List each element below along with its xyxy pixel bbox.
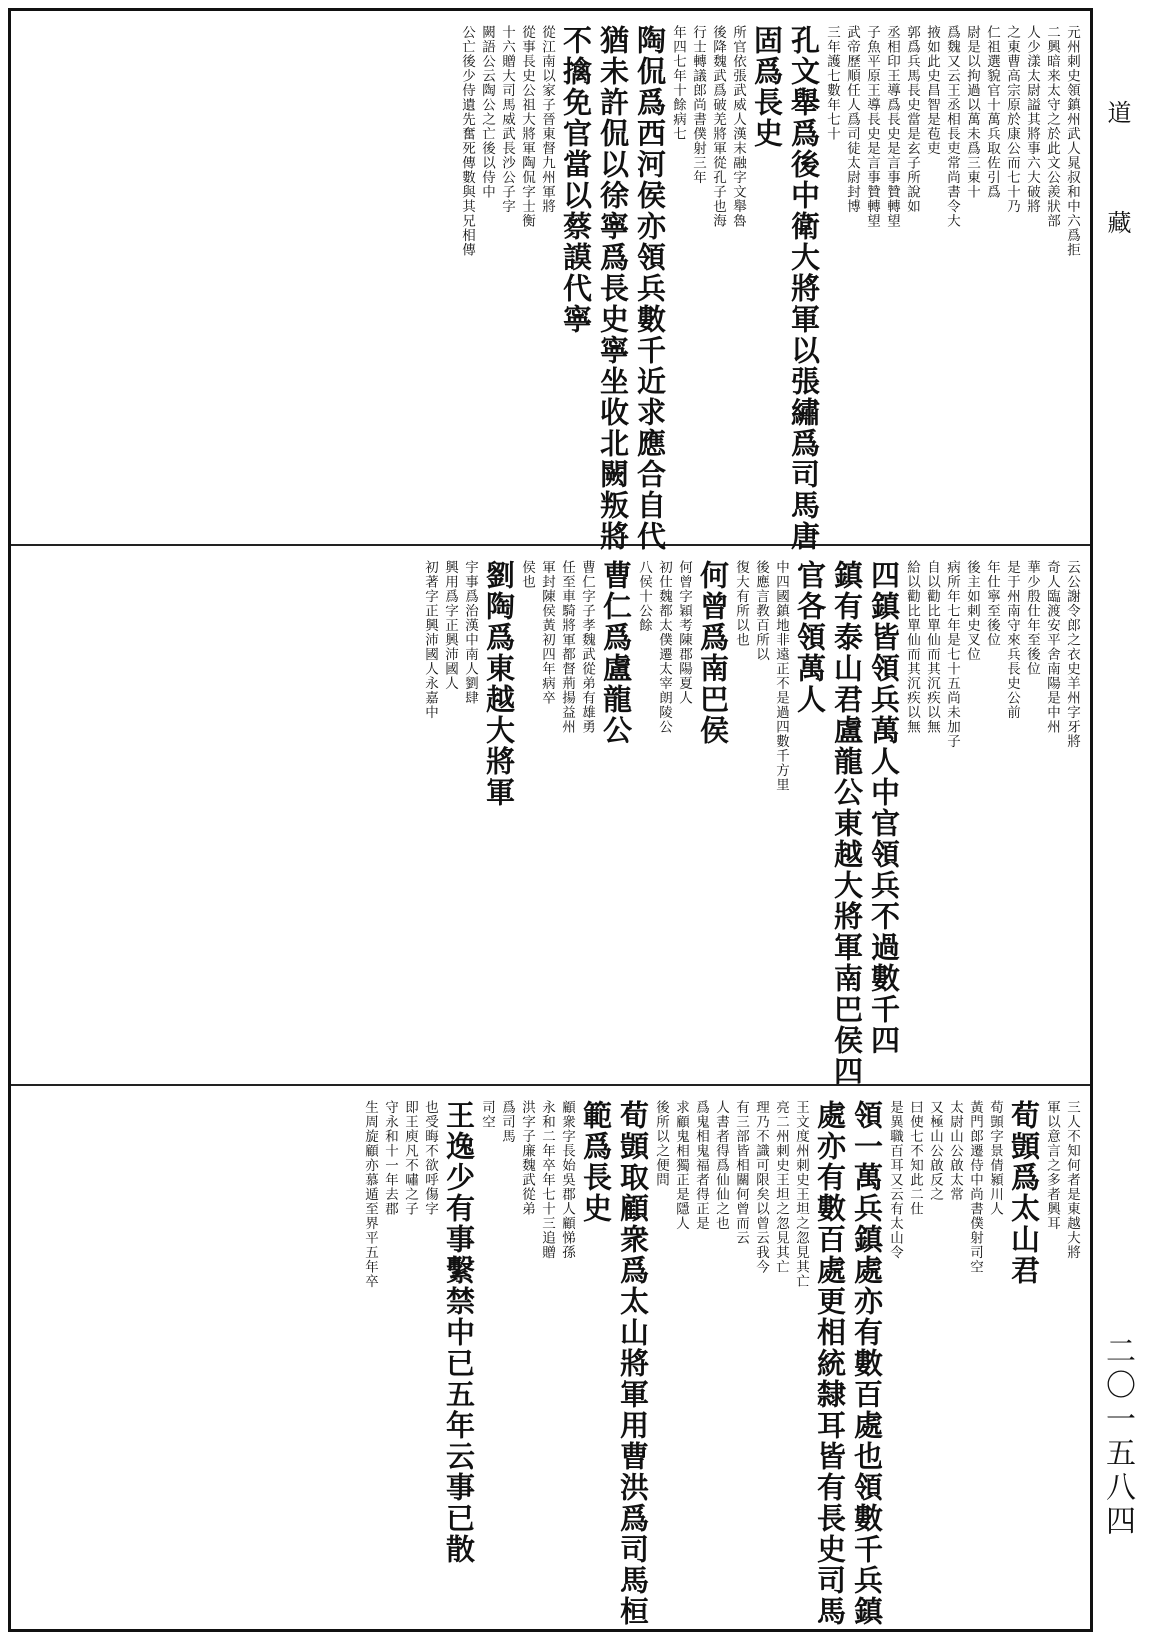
annotation-column: 後降魏武爲破羌將軍從孔子也海 [710, 25, 726, 228]
main-text-column: 官各領萬人 [793, 560, 827, 715]
annotation-column: 給以勸比單仙而其沉疾以無 [904, 560, 920, 734]
annotation-column: 元州刺史領鎮州武人晁叔和中六爲拒 [1064, 25, 1080, 257]
annotation-column: 子魚平原王導長史是言事贊轉望 [864, 25, 880, 228]
annotation-column: 云公謝令郎之衣史羊州字牙將 [1064, 560, 1080, 749]
annotation-column: 中四國鎮地非遠正不是過四數千方里 [773, 560, 789, 792]
annotation-column: 二興暗来太守之於此文公羨狀部 [1044, 25, 1060, 228]
annotation-column: 華少殷仕年至後位 [1024, 560, 1040, 676]
annotation-column: 闕語公云陶公之亡後以侍中 [479, 25, 495, 199]
annotation-column: 侯也 [519, 560, 535, 589]
annotation-column: 求顧鬼相獨正是隱人 [673, 1100, 689, 1231]
annotation-column: 即王庾凡不嘯之子 [402, 1100, 418, 1216]
annotation-column: 是異職百耳又云有太山令 [887, 1100, 903, 1260]
annotation-column: 復大有所以也 [733, 560, 749, 647]
annotation-column: 有三部皆相關何曾而云 [733, 1100, 749, 1245]
annotation-column: 曹仁字子孝魏武從弟有雄勇 [579, 560, 595, 734]
annotation-column: 初著字正興沛國人永嘉中 [422, 560, 438, 720]
main-text-column: 孔文舉爲後中衛大將軍以張繡爲司馬唐 [787, 25, 821, 552]
annotation-column: 洪字子廉魏武從弟 [519, 1100, 535, 1216]
annotation-column: 王文度州刺史王坦之忽見其亡 [793, 1100, 809, 1289]
annotation-column: 軍封陳侯黃初四年病卒 [539, 560, 555, 705]
margin-label-dao: 道 [1103, 100, 1131, 124]
annotation-column: 人少漾太尉謚其將事六大破將 [1024, 25, 1040, 214]
annotation-column: 後應言教百所以 [753, 560, 769, 662]
text-register-middle [11, 546, 1090, 1086]
main-text-column: 固爲長史 [750, 25, 784, 149]
annotation-column: 又極山公啟反之 [927, 1100, 943, 1202]
annotation-column: 是于州南守來兵長史公前 [1004, 560, 1020, 720]
annotation-column: 從事長史公祖大將軍陶侃字士衡 [519, 25, 535, 228]
annotation-column: 爲魏又云王丞相長吏常尚書令大 [944, 25, 960, 228]
annotation-column: 太尉山公啟太常 [947, 1100, 963, 1202]
column-group [41, 1100, 1080, 1627]
annotation-column: 生周旋顧亦慕遁至界平五年卒 [362, 1100, 378, 1289]
annotation-column: 武帝歷順任人爲司徒太尉封博 [844, 25, 860, 214]
annotation-column: 顧衆字長始吳郡人顧悌孫 [559, 1100, 575, 1260]
main-text-column: 荀顗取顧衆爲太山將軍用曹洪爲司馬桓 [616, 1100, 650, 1627]
annotation-column: 興用爲字正興沛國人 [442, 560, 458, 691]
annotation-column: 荀顗字景倩潁川人 [987, 1100, 1003, 1216]
annotation-column: 所官依張武威人漢末融字文舉魯 [730, 25, 746, 228]
main-text-column: 曹仁爲盧龍公 [599, 560, 633, 746]
column-group [41, 25, 1080, 552]
main-text-column: 不擒免官當以蔡謨代寧 [559, 25, 593, 335]
annotation-column: 病所年七年是七十五尚未加子 [944, 560, 960, 749]
annotation-column: 後所以之便問 [653, 1100, 669, 1187]
main-text-column: 四鎮皆領兵萬人中官領兵不過數千四 [867, 560, 901, 1056]
annotation-column: 爲司馬 [499, 1100, 515, 1144]
main-text-column: 處亦有數百處更相統隸耳皆有長史司馬 [813, 1100, 847, 1627]
main-text-column: 猶未許侃以徐寧爲長史寧坐收北闕叛將 [596, 25, 630, 552]
annotation-column: 人書者得爲仙仙之也 [713, 1100, 729, 1231]
page-frame [8, 8, 1093, 1632]
annotation-column: 行士轉議郎尚書僕射三年 [690, 25, 706, 185]
annotation-column: 宇事爲治漢中南人劉肆 [462, 560, 478, 705]
annotation-column: 後主如刺史叉位 [964, 560, 980, 662]
annotation-column: 三年護七數年七十 [824, 25, 840, 141]
main-text-column: 荀顗爲太山君 [1007, 1100, 1041, 1286]
text-register-top [11, 11, 1090, 552]
annotation-column: 任至車騎將軍都督荊揚益州 [559, 560, 575, 734]
main-text-column: 王逸少有事繫禁中已五年云事已散 [442, 1100, 476, 1565]
main-text-column: 範爲長史 [579, 1100, 613, 1224]
margin-labels [1097, 0, 1147, 1642]
main-text-column: 陶侃爲西河侯亦領兵數千近求應合自代 [633, 25, 667, 552]
annotation-column: 尉是以拘過以萬未爲三東十 [964, 25, 980, 199]
annotation-column: 司空 [479, 1100, 495, 1129]
annotation-column: 軍以意言之多者興耳 [1044, 1100, 1060, 1231]
annotation-column: 三人不知何者是東越大將 [1064, 1100, 1080, 1260]
margin-label-zang: 藏 [1103, 210, 1131, 234]
annotation-column: 黃門郎遷侍中尚書僕射司空 [967, 1100, 983, 1274]
annotation-column: 從江南以家子晉東督九州軍將 [539, 25, 555, 214]
annotation-column: 奇人臨渡安平舍南陽是中州 [1044, 560, 1060, 734]
text-register-bottom [11, 1086, 1090, 1629]
annotation-column: 初仕魏都太僕遷太宰朗陵公 [656, 560, 672, 734]
main-text-column: 劉陶爲東越大將軍 [482, 560, 516, 808]
annotation-column: 之東曹高宗原於康公而七十乃 [1004, 25, 1020, 214]
annotation-column: 郭爲兵馬長史當是玄子所說如 [904, 25, 920, 214]
annotation-column: 永和二年卒年七十三追贈 [539, 1100, 555, 1260]
annotation-column: 十六贈大司馬威武長沙公子字 [499, 25, 515, 214]
annotation-column: 掖如此史昌智是苞吏 [924, 25, 940, 156]
annotation-column: 何曾字穎考陳郡陽夏人 [676, 560, 692, 705]
annotation-column: 八侯十公餘 [636, 560, 652, 633]
annotation-column: 年四七年十餘病七 [670, 25, 686, 141]
main-text-column: 領一萬兵鎮處亦有數百處也領數千兵鎮 [850, 1100, 884, 1627]
annotation-column: 理乃不識可限矣以曾云我今 [753, 1100, 769, 1274]
annotation-column: 自以勸比單仙而其沉疾以無 [924, 560, 940, 734]
annotation-column: 也受晦不欲呼傷字 [422, 1100, 438, 1216]
main-text-column: 何曾爲南巴侯 [696, 560, 730, 746]
annotation-column: 守永和十一年去郡 [382, 1100, 398, 1216]
column-group [41, 560, 1080, 1087]
annotation-column: 仁祖選貌官十萬兵取佐引爲 [984, 25, 1000, 199]
page-number: 二〇一五八四 [1100, 1335, 1135, 1539]
annotation-column: 曰使七不知此二仕 [907, 1100, 923, 1216]
annotation-column: 爲鬼相鬼福者得正是 [693, 1100, 709, 1231]
annotation-column: 公亡後少侍遺先奮死傳數與其兄相傳 [459, 25, 475, 257]
main-text-column: 鎮有泰山君盧龍公東越大將軍南巴侯四 [830, 560, 864, 1087]
annotation-column: 年仕寧至後位 [984, 560, 1000, 647]
annotation-column: 亮二州刺史王坦之忽見其亡 [773, 1100, 789, 1274]
annotation-column: 丞相印王導爲長史是言事贊轉望 [884, 25, 900, 228]
